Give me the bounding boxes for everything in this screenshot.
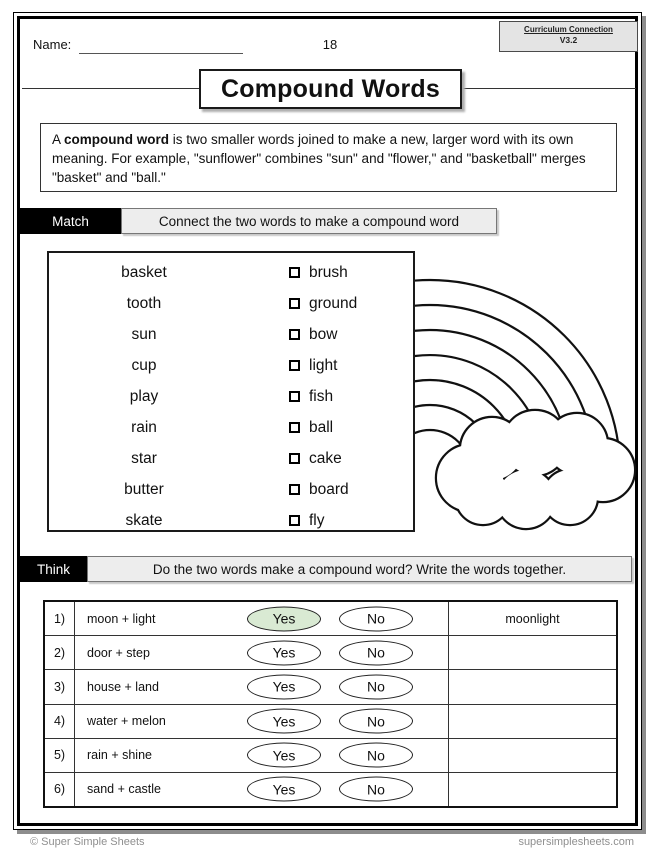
match-right-column: [289, 257, 415, 536]
answer-cell[interactable]: [448, 636, 616, 669]
word-label: brush: [309, 263, 348, 281]
checkbox-icon[interactable]: [289, 453, 300, 464]
match-instruction: Connect the two words to make a compound word: [121, 208, 497, 234]
table-row: [45, 738, 616, 772]
match-right-word: [289, 288, 415, 319]
match-right-word: [289, 443, 415, 474]
row-number: 3): [45, 670, 75, 703]
word-label: fish: [309, 387, 334, 405]
match-left-word[interactable]: [49, 288, 239, 319]
intro-text-pre: A: [52, 132, 65, 147]
word-label: star: [131, 449, 157, 467]
word-label: light: [309, 356, 338, 374]
yes-option[interactable]: Yes: [247, 777, 321, 802]
name-blank-line[interactable]: [79, 53, 243, 54]
word-label: butter: [124, 480, 164, 498]
word-label: sun: [131, 325, 157, 343]
word-pair: rain + shine: [87, 748, 152, 763]
intro-text-bold: compound word: [64, 132, 170, 147]
curriculum-version: V3.2: [559, 35, 578, 45]
match-left-word[interactable]: [49, 412, 239, 443]
title-box: [199, 69, 462, 109]
curriculum-connection-badge: [499, 21, 638, 52]
no-option[interactable]: No: [339, 606, 413, 631]
word-label: board: [309, 480, 349, 498]
intro-text-post: is two smaller words joined to make a new, larger word with its own meaning. For example, "sunflower" combines "sun" and "flower," and "basketball" merges "basket" and "ball.": [52, 132, 586, 185]
word-pair-cell: [75, 670, 448, 703]
match-left-word[interactable]: [49, 350, 239, 381]
no-option[interactable]: No: [339, 777, 413, 802]
page-title: Compound Words: [221, 74, 440, 103]
match-left-word[interactable]: [49, 505, 239, 536]
match-right-word: [289, 381, 415, 412]
intro-definition-box: [40, 123, 617, 192]
word-label: fly: [309, 511, 325, 529]
word-label: cup: [131, 356, 157, 374]
think-instruction: Do the two words make a compound word? Write the words together.: [87, 556, 632, 582]
word-pair-cell: [75, 739, 448, 772]
word-label: ball: [309, 418, 334, 436]
match-right-word: [289, 505, 415, 536]
curriculum-title: Curriculum Connection: [524, 25, 613, 34]
yes-option[interactable]: Yes: [247, 743, 321, 768]
word-pair: water + melon: [87, 714, 166, 729]
word-label: skate: [125, 511, 163, 529]
think-section-label: Think: [20, 556, 87, 582]
row-number: 2): [45, 636, 75, 669]
answer-cell[interactable]: [448, 739, 616, 772]
match-left-word[interactable]: [49, 443, 239, 474]
row-number: 4): [45, 705, 75, 738]
answer-cell[interactable]: [448, 670, 616, 703]
row-number: 6): [45, 773, 75, 806]
checkbox-icon[interactable]: [289, 484, 300, 495]
match-words-box: [47, 251, 415, 532]
checkbox-icon[interactable]: [289, 329, 300, 340]
word-pair: sand + castle: [87, 782, 162, 797]
word-pair: door + step: [87, 645, 150, 660]
no-option[interactable]: No: [339, 674, 413, 699]
match-section-label: Match: [20, 208, 121, 234]
checkbox-icon[interactable]: [289, 391, 300, 402]
no-option[interactable]: No: [339, 709, 413, 734]
yes-option[interactable]: Yes: [247, 640, 321, 665]
think-table: [43, 600, 618, 808]
match-left-word[interactable]: [49, 319, 239, 350]
word-pair: house + land: [87, 679, 159, 694]
rainbow-cloud-illustration: [415, 255, 640, 540]
checkbox-icon[interactable]: [289, 360, 300, 371]
word-label: cake: [309, 449, 342, 467]
word-pair-cell: [75, 636, 448, 669]
word-pair-cell: [75, 705, 448, 738]
copyright-text: © Super Simple Sheets: [30, 836, 145, 848]
match-right-word: [289, 350, 415, 381]
website-link[interactable]: supersimplesheets.com: [518, 836, 634, 848]
answer-cell[interactable]: moonlight: [448, 602, 616, 635]
row-number: 5): [45, 739, 75, 772]
name-label: Name:: [33, 37, 72, 52]
table-row: [45, 772, 616, 806]
word-pair-cell: [75, 773, 448, 806]
no-option[interactable]: No: [339, 743, 413, 768]
match-right-word: [289, 319, 415, 350]
answer-cell[interactable]: [448, 705, 616, 738]
table-row: [45, 704, 616, 738]
table-row: [45, 602, 616, 635]
word-label: basket: [121, 263, 167, 281]
word-pair-cell: [75, 602, 448, 635]
word-label: bow: [309, 325, 338, 343]
checkbox-icon[interactable]: [289, 515, 300, 526]
checkbox-icon[interactable]: [289, 267, 300, 278]
answer-cell[interactable]: [448, 773, 616, 806]
match-left-word[interactable]: [49, 474, 239, 505]
word-label: play: [129, 387, 159, 405]
match-right-word: [289, 474, 415, 505]
yes-option[interactable]: Yes: [247, 606, 321, 631]
match-right-word: [289, 257, 415, 288]
word-label: tooth: [126, 294, 162, 312]
checkbox-icon[interactable]: [289, 298, 300, 309]
yes-option[interactable]: Yes: [247, 709, 321, 734]
table-row: [45, 669, 616, 703]
match-left-word[interactable]: [49, 381, 239, 412]
word-pair: moon + light: [87, 611, 156, 626]
word-label: rain: [131, 418, 157, 436]
yes-option[interactable]: Yes: [247, 674, 321, 699]
no-option[interactable]: No: [339, 640, 413, 665]
table-row: [45, 635, 616, 669]
match-right-word: [289, 412, 415, 443]
match-left-word[interactable]: [49, 257, 239, 288]
checkbox-icon[interactable]: [289, 422, 300, 433]
page-number: 18: [322, 37, 338, 52]
word-label: ground: [309, 294, 358, 312]
match-left-column: [49, 257, 239, 536]
row-number: 1): [45, 602, 75, 635]
